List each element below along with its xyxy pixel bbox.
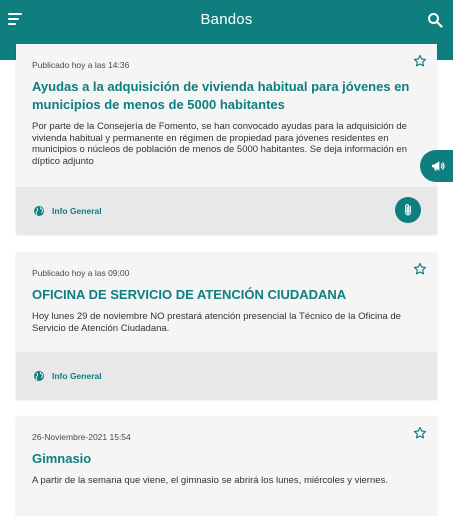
search-icon[interactable] [427,12,443,28]
bando-title[interactable]: Ayudas a la adquisición de vivienda habitual para jóvenes en municipios de menos de 5000 habitantes [32,79,410,112]
bando-description: Hoy lunes 29 de noviembre NO prestará atención presencial la Técnico de la Oficina de Servicio de Atención Ciudadana. [32,311,401,334]
attachment-button[interactable] [395,197,421,223]
globe-icon [33,370,45,382]
bando-card[interactable] [16,252,437,399]
bando-card[interactable] [16,44,437,234]
category-tag[interactable] [33,205,102,217]
category-label: Info General [52,206,102,216]
category-tag[interactable] [33,370,102,382]
globe-icon [33,205,45,217]
paperclip-icon [401,203,415,217]
card-footer [16,352,437,399]
app-bar [0,0,453,44]
bando-title[interactable]: OFICINA DE SERVICIO DE ATENCIÓN CIUDADANA [32,287,347,302]
published-date: Publicado hoy a las 09:00 [32,268,130,278]
star-outline-icon[interactable] [413,54,427,68]
published-date: Publicado hoy a las 14:36 [32,60,130,70]
bando-description: Por parte de la Consejería de Fomento, se han convocado ayudas para la adquisición de vivienda habitual y permanente en régimen de propiedad para jóvenes residentes en municipios o núcleos de población de menos de 5000 habitantes. Se deja información en díptico adjunto [32,121,407,167]
megaphone-icon [430,158,446,174]
bando-title[interactable]: Gimnasio [32,451,92,466]
category-label: Info General [52,371,102,381]
star-outline-icon[interactable] [413,426,427,440]
card-footer [16,187,437,234]
bando-card[interactable] [16,416,437,516]
bando-description: A partir de la semana que viene, el gimnasio se abrirá los lunes, miércoles y viernes. [32,475,388,486]
page-title: Bandos [200,11,253,28]
published-date: 26-Noviembre-2021 15:54 [32,432,131,442]
announcements-button[interactable] [420,150,453,182]
star-outline-icon[interactable] [413,262,427,276]
